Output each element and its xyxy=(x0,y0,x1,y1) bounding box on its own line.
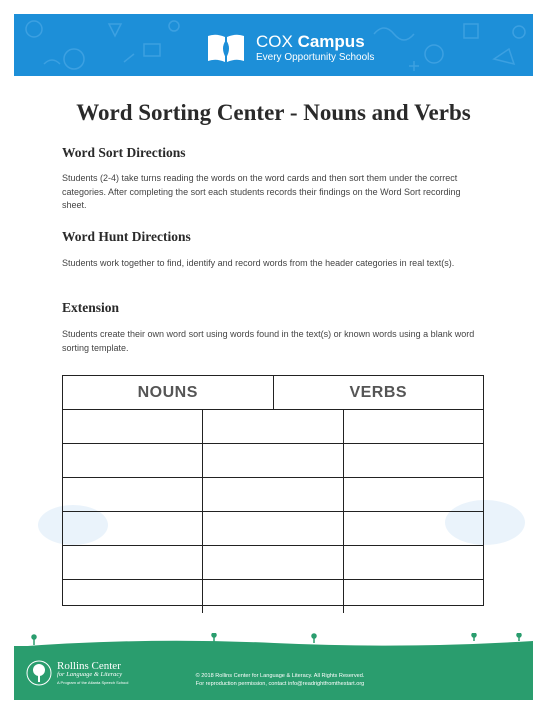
copyright-text: © 2018 Rollins Center for Language & Literacy. All Rights Reserved. xyxy=(195,673,365,679)
brand-suffix: Campus xyxy=(297,32,365,51)
header-banner xyxy=(14,14,533,76)
table-row xyxy=(63,580,483,613)
table-cell[interactable] xyxy=(63,478,202,511)
table-cell[interactable] xyxy=(202,410,342,443)
table-row xyxy=(63,512,483,546)
table-cell[interactable] xyxy=(63,410,202,443)
table-cell[interactable] xyxy=(63,444,202,477)
table-cell[interactable] xyxy=(202,580,342,613)
header-nouns: NOUNS xyxy=(137,383,198,401)
section-heading-word-hunt: Word Hunt Directions xyxy=(62,229,191,244)
table-row xyxy=(63,444,483,478)
table-cell[interactable] xyxy=(343,478,483,511)
table-header xyxy=(63,376,483,410)
table-row xyxy=(63,546,483,580)
section-body-word-sort: Students (2-4) take turns reading the words on the word cards and then sort them under the correct categories. After completing the sort each students records their findings on the Word Sort recording sheet. xyxy=(62,173,461,210)
page-title: Word Sorting Center - Nouns and Verbs xyxy=(76,100,471,125)
table-cell[interactable] xyxy=(343,580,483,613)
section-body-extension: Students create their own word sort using words found in the text(s) or known words using a blank word sorting template. xyxy=(62,329,475,353)
table-row xyxy=(63,410,483,444)
table-cell[interactable] xyxy=(343,444,483,477)
cox-campus-logo xyxy=(206,28,374,68)
table-cell[interactable] xyxy=(63,512,202,545)
org-note: A Program of the Atlanta Speech School xyxy=(57,680,129,686)
permission-text: For reproduction permission, contact info@readrightfromthestart.org xyxy=(195,681,365,687)
table-cell[interactable] xyxy=(343,410,483,443)
table-cell[interactable] xyxy=(343,546,483,579)
table-cell[interactable] xyxy=(63,546,202,579)
brand-name: COX xyxy=(256,32,293,51)
word-sort-table xyxy=(62,375,484,606)
section-heading-extension: Extension xyxy=(62,300,120,315)
table-cell[interactable] xyxy=(63,580,202,613)
footer-copyright xyxy=(170,672,390,688)
table-row xyxy=(63,478,483,512)
header-verbs: VERBS xyxy=(273,376,484,409)
tree-icon xyxy=(26,660,52,686)
org-name: Rollins Center xyxy=(57,659,121,672)
rollins-center-logo xyxy=(26,660,128,686)
open-book-icon xyxy=(206,32,246,64)
table-cell[interactable] xyxy=(343,512,483,545)
table-cell[interactable] xyxy=(202,512,342,545)
section-body-word-hunt: Students work together to find, identify and record words from the header categories in real text(s). xyxy=(62,258,455,268)
table-cell[interactable] xyxy=(202,546,342,579)
brand-tagline: Every Opportunity Schools xyxy=(256,52,375,63)
section-heading-word-sort: Word Sort Directions xyxy=(62,145,186,160)
table-cell[interactable] xyxy=(202,444,342,477)
table-cell[interactable] xyxy=(202,478,342,511)
org-subtitle: for Language & Literacy xyxy=(57,671,123,679)
